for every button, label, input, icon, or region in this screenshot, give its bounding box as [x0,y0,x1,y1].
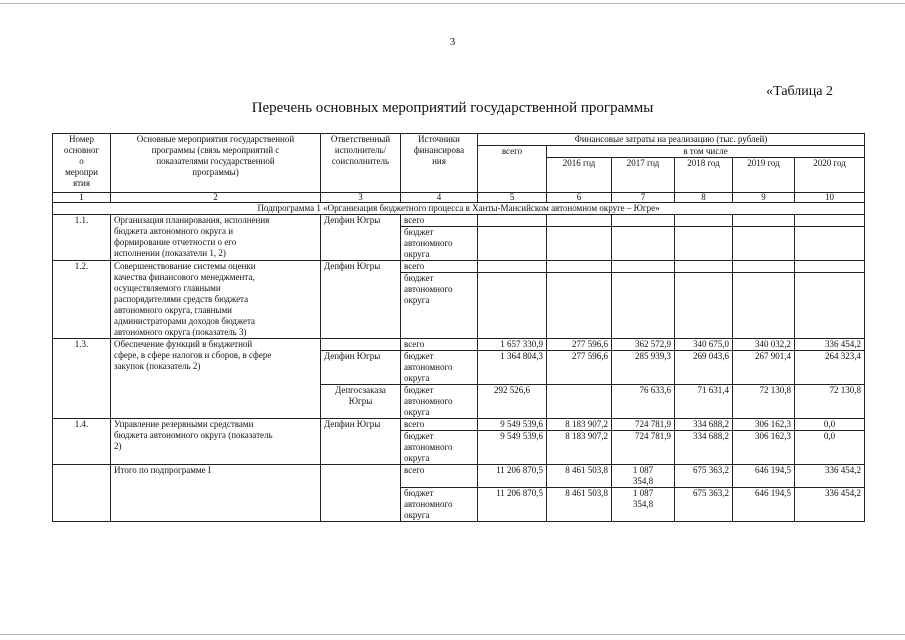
value-cell: 336 454,2 [795,465,865,488]
value-cell: 0,0 [795,419,865,431]
row-source: бюджет автономного округа [401,273,478,339]
value-cell: 0,0 [795,431,865,465]
value-cell: 340 032,2 [733,339,795,351]
value-cell: 285 939,3 [612,351,675,385]
table-row [53,215,865,227]
table-row [53,261,865,273]
page-top-edge [0,3,905,4]
value-cell: 11 206 870,5 [478,465,547,488]
header-num: Номер основног о меропри ятия [53,134,111,193]
page-number: 3 [449,36,456,48]
value-cell: 675 363,2 [675,465,733,488]
value-cell: 8 183 907,2 [547,431,612,465]
value-cell: 1 364 804,3 [478,351,547,385]
row-source: всего [401,261,478,273]
header-total: всего [478,146,547,193]
header-executor: Ответственный исполнитель/ соисполнитель [321,134,401,193]
table-row [53,339,865,351]
row-activity: Управление резервными средствами бюджета автономного округа (показатель 2) [111,419,321,465]
header-year: 2018 год [675,158,733,193]
value-cell: 334 688,2 [675,419,733,431]
value-cell: 724 781,9 [612,419,675,431]
value-cell: 306 162,3 [733,419,795,431]
value-cell: 1 657 330,9 [478,339,547,351]
row-number: 1.4. [53,419,111,465]
row-number: 1.3. [53,339,111,419]
value-cell: 336 454,2 [795,339,865,351]
column-number: 3 [321,193,401,203]
column-number: 8 [675,193,733,203]
value-cell: 1 087 354,8 [612,465,675,488]
row-executor [321,339,401,351]
value-cell: 76 633,6 [612,385,675,419]
row-executor [321,465,401,522]
value-cell: 336 454,2 [795,488,865,522]
value-cell: 277 596,6 [547,351,612,385]
table-row [53,465,865,488]
subprogram-row [53,203,865,215]
row-source: всего [401,465,478,488]
value-cell [547,385,612,419]
column-number: 1 [53,193,111,203]
document-title: Перечень основных мероприятий государственной программы [251,100,654,116]
value-cell: 724 781,9 [612,431,675,465]
row-number [53,465,111,522]
value-cell: 11 206 870,5 [478,488,547,522]
row-activity: Обеспечение функций в бюджетной сфере, в сфере налогов и сборов, в сфере закупок (показатель 2) [111,339,321,419]
value-cell: 72 130,8 [795,385,865,419]
value-cell: 277 596,6 [547,339,612,351]
table-label: «Таблица 2 [766,84,833,99]
header-costs: Финансовые затраты на реализацию (тыс. рублей) [478,134,865,146]
row-executor: Депфин Югры [321,351,401,385]
row-source: всего [401,419,478,431]
row-activity: Итого по подпрограмме I [111,465,321,522]
header-row [53,134,865,146]
value-cell: 267 901,4 [733,351,795,385]
value-cell: 292 526,6 [478,385,547,419]
value-cell: 264 323,4 [795,351,865,385]
column-number: 6 [547,193,612,203]
row-number: 1.1. [53,215,111,261]
column-number: 2 [111,193,321,203]
column-number: 9 [733,193,795,203]
value-cell: 646 194,5 [733,488,795,522]
value-cell: 675 363,2 [675,488,733,522]
header-source: Источники финансирова ния [401,134,478,193]
row-source: всего [401,215,478,227]
row-number: 1.2. [53,261,111,339]
value-cell: 72 130,8 [733,385,795,419]
value-cell: 9 549 539,6 [478,419,547,431]
column-numbers-row [53,193,865,203]
value-cell: 71 631,4 [675,385,733,419]
column-number: 10 [795,193,865,203]
value-cell: 1 087 354,8 [612,488,675,522]
page-bottom-edge [0,634,905,635]
value-cell: 8 461 503,8 [547,465,612,488]
value-cell: 362 572,9 [612,339,675,351]
row-source: бюджет автономного округа [401,431,478,465]
row-executor: Депфин Югры [321,261,401,339]
row-source: бюджет автономного округа [401,351,478,385]
value-cell: 269 043,6 [675,351,733,385]
header-including: в том числе [547,146,865,158]
column-number: 4 [401,193,478,203]
header-activity: Основные мероприятия государственной программы (связь мероприятий с показателями государственной программы) [111,134,321,193]
value-cell: 340 675,0 [675,339,733,351]
row-source: всего [401,339,478,351]
row-source: бюджет автономного округа [401,488,478,522]
value-cell: 646 194,5 [733,465,795,488]
row-source: бюджет автономного округа [401,385,478,419]
value-cell: 8 461 503,8 [547,488,612,522]
measures-table [52,133,865,522]
value-cell: 306 162,3 [733,431,795,465]
header-year: 2019 год [733,158,795,193]
subprogram-title: Подпрограмма 1 «Организация бюджетного процесса в Ханты-Мансийском автономном округе – Югре» [53,203,865,215]
header-year: 2016 год [547,158,612,193]
header-year: 2017 год [612,158,675,193]
row-activity: Организация планирования, исполнения бюджета автономного округа и формирование отчетности о его исполнении (показатели 1, 2) [111,215,321,261]
value-cell: 8 183 907,2 [547,419,612,431]
row-executor: Депфин Югры [321,215,401,261]
row-activity: Совершенствование системы оценки качества финансового менеджмента, осуществляемого главными распорядителями средств бюджета автономного округа, главными администраторами доходов бюджета автономного округа (показатель 3) [111,261,321,339]
row-executor: Депгосзаказа Югры [321,385,401,419]
table-row [53,419,865,431]
column-number: 5 [478,193,547,203]
value-cell: 9 549 539,6 [478,431,547,465]
row-executor: Депфин Югры [321,419,401,465]
column-number: 7 [612,193,675,203]
header-year: 2020 год [795,158,865,193]
row-source: бюджет автономного округа [401,227,478,261]
value-cell: 334 688,2 [675,431,733,465]
